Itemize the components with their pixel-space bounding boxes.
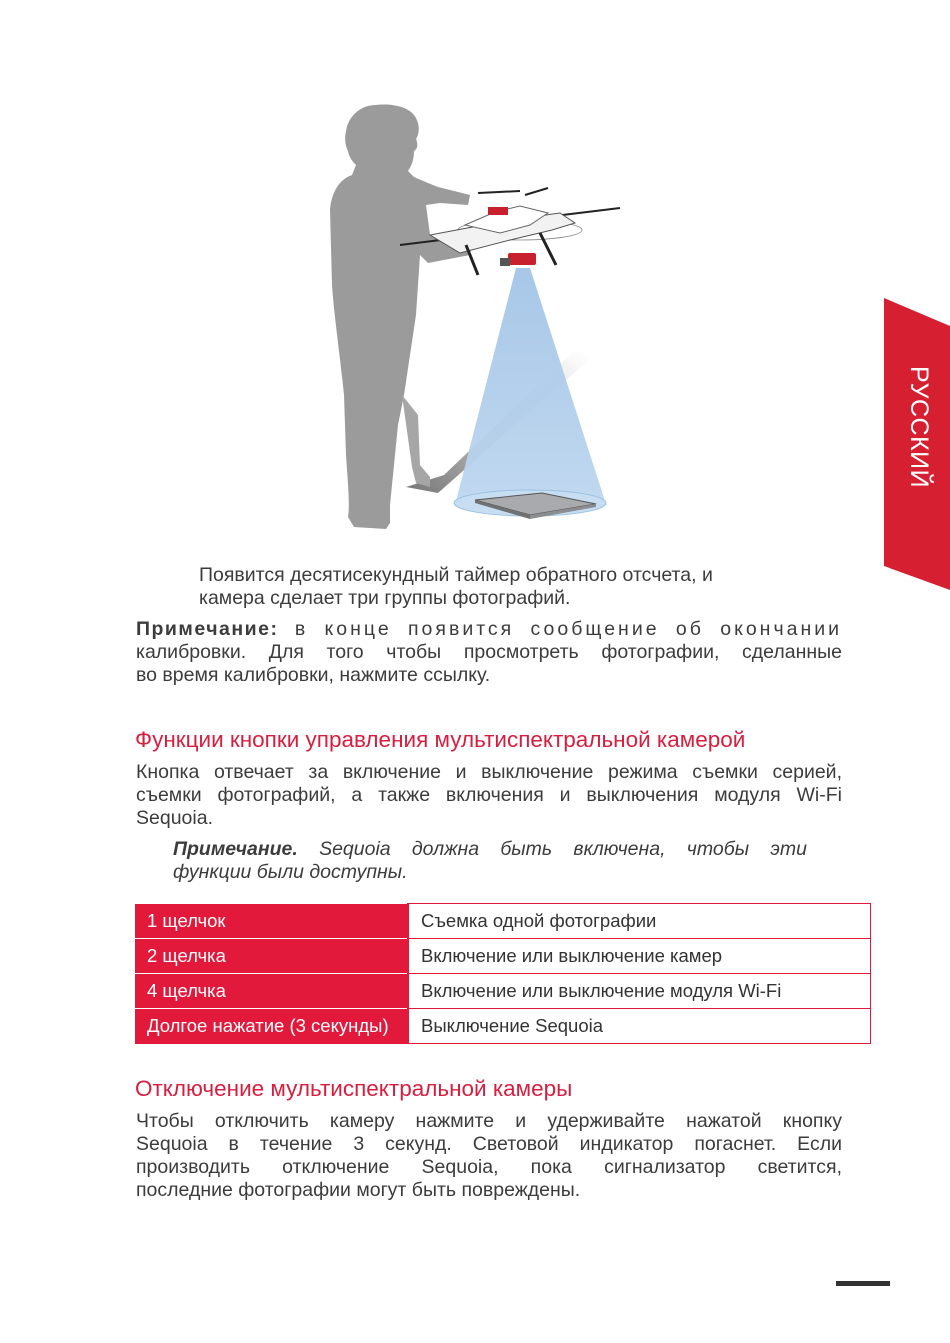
- table-row: [135, 904, 871, 939]
- section-heading-shutdown: Отключение мультиспектральной камеры: [135, 1076, 573, 1101]
- functions-line-2: съемки фотографий, а также включения и выключения модуля Wi-Fi: [136, 784, 842, 806]
- intro-paragraph: [199, 564, 819, 610]
- note2-label: Примечание.: [173, 838, 298, 860]
- intro-line-2: камера сделает три группы фотографий.: [199, 587, 571, 609]
- shutdown-line-2: Sequoia в течение 3 секунд. Световой индикатор погаснет. Если: [136, 1133, 842, 1155]
- table-cell-result: Включение или выключение модуля Wi-Fi: [408, 974, 871, 1009]
- table-cell-action: 4 щелчка: [135, 974, 408, 1009]
- shutdown-line-3: производить отключение Sequoia, пока сигнализатор светится,: [136, 1156, 842, 1178]
- table-cell-result: Съемка одной фотографии: [408, 904, 871, 939]
- table-cell-action: Долгое нажатие (3 секунды): [135, 1009, 408, 1044]
- note1-line-1-text: в конце появится сообщение об окончании: [278, 618, 842, 640]
- calibration-note: [136, 618, 842, 687]
- table-cell-action: 2 щелчка: [135, 939, 408, 974]
- table-cell-result: Включение или выключение камер: [408, 939, 871, 974]
- camera-beam: [456, 268, 605, 501]
- table-cell-result: Выключение Sequoia: [408, 1009, 871, 1044]
- table-row: [135, 974, 871, 1009]
- note1-line-2: калибровки. Для того чтобы просмотреть фотографии, сделанные: [136, 641, 842, 663]
- button-functions-paragraph: [136, 761, 842, 830]
- functions-line-3: Sequoia.: [136, 807, 213, 829]
- language-label: РУССКИЙ: [905, 366, 933, 489]
- note1-line-1: [136, 618, 842, 641]
- intro-line-1: Появится десятисекундный таймер обратного отсчета, и: [199, 564, 713, 586]
- note2-line-1: [173, 838, 807, 861]
- shutdown-paragraph: [136, 1110, 842, 1202]
- note2-line-2: функции были доступны.: [173, 861, 408, 883]
- section-heading-button-functions: Функции кнопки управления мультиспектральной камерой: [135, 727, 746, 752]
- functions-line-1: Кнопка отвечает за включение и выключение режима съемки серией,: [136, 761, 842, 783]
- calibration-illustration-icon: [320, 95, 640, 545]
- note1-label: Примечание:: [136, 618, 279, 640]
- page-footer-bar: [836, 1281, 890, 1286]
- table-cell-action: 1 щелчок: [135, 904, 408, 939]
- table-row: [135, 939, 871, 974]
- person-silhouette: [330, 104, 472, 529]
- table-row: [135, 1009, 871, 1044]
- functions-note: [173, 838, 807, 884]
- shutdown-line-4: последние фотографии могут быть повреждены.: [136, 1179, 581, 1201]
- note2-line-1-text: Sequoia должна быть включена, чтобы эти: [297, 838, 807, 860]
- button-functions-table: [135, 903, 871, 1044]
- note1-line-3: во время калибровки, нажмите ссылку.: [136, 664, 491, 686]
- shutdown-line-1: Чтобы отключить камеру нажмите и удерживайте нажатой кнопку: [136, 1110, 842, 1132]
